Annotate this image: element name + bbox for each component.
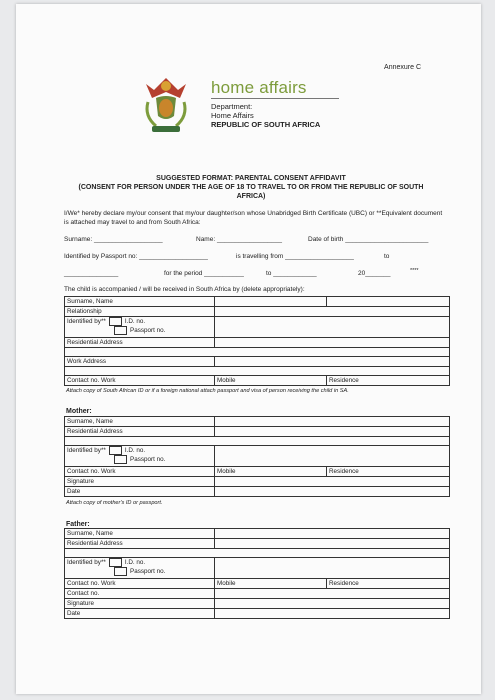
table-row <box>65 609 450 619</box>
travelling-from-field[interactable]: is travelling from ___________________ <box>236 253 354 260</box>
contact-work-label: Contact no. Work <box>65 376 215 386</box>
work-address-input-2[interactable] <box>65 367 450 376</box>
father-residential-input[interactable] <box>215 539 450 549</box>
table-row <box>65 338 450 348</box>
document-page <box>16 4 481 694</box>
passport-checkbox[interactable] <box>114 326 127 335</box>
table-row <box>65 467 450 477</box>
period-to-field[interactable]: to ____________ <box>266 270 317 277</box>
table-row <box>65 599 450 609</box>
mother-date-label: Date <box>65 487 215 497</box>
table-row <box>65 477 450 487</box>
id-checkbox[interactable] <box>109 317 122 326</box>
father-id-label: I.D. no. <box>124 559 146 566</box>
table-row <box>65 417 450 427</box>
mother-id-label: I.D. no. <box>124 447 146 454</box>
work-address-label: Work Address <box>65 357 215 367</box>
document-subtitle: (CONSENT FOR PERSON UNDER THE AGE OF 18 TO TRAVEL TO OR FROM THE REPUBLIC OF SOUTH <box>78 184 424 191</box>
father-identified-label: Identified by** <box>67 559 106 566</box>
passport-number-field[interactable]: Identified by Passport no: ___________________ <box>64 253 208 260</box>
relationship-input[interactable] <box>215 307 450 317</box>
table-row <box>65 589 450 599</box>
father-heading: Father: <box>66 521 90 528</box>
father-residential-label: Residential Address <box>65 539 215 549</box>
table-row <box>65 307 450 317</box>
surname-name-input[interactable] <box>215 297 327 307</box>
mother-passport-checkbox[interactable] <box>114 455 127 464</box>
table-row <box>65 539 450 549</box>
accompanying-person-table <box>64 296 450 386</box>
mother-identification-input[interactable] <box>215 446 450 467</box>
declaration-text: I/We* hereby declare my/our consent that my/our daughter/son whose Unabridged Birth Certificate (UBC) or **Equivalent document is attached may travel to and from South Africa: <box>64 210 443 226</box>
date-of-birth-field[interactable]: Date of birth _______________________ <box>308 236 429 243</box>
table-row <box>65 529 450 539</box>
coat-of-arms-logo <box>136 72 196 136</box>
mother-identified-label: Identified by** <box>67 447 106 454</box>
table-row <box>65 357 450 367</box>
father-table <box>64 528 450 619</box>
brand-underline <box>211 98 339 99</box>
mother-residential-input-2[interactable] <box>65 437 450 446</box>
father-surname-input[interactable] <box>215 529 450 539</box>
mother-signature-label: Signature <box>65 477 215 487</box>
identified-by-label: Identified by** <box>67 318 106 325</box>
department-block <box>211 102 320 129</box>
table-row <box>65 446 450 467</box>
father-residence-label: Residence <box>327 579 450 589</box>
father-surname-label: Surname, Name <box>65 529 215 539</box>
residential-address-input-2[interactable] <box>65 348 450 357</box>
table-row <box>65 348 450 357</box>
mother-mobile-label: Mobile <box>215 467 327 477</box>
surname-name-label: Surname, Name <box>65 297 215 307</box>
residence-label: Residence <box>327 376 450 386</box>
mother-surname-label: Surname, Name <box>65 417 215 427</box>
work-address-input[interactable] <box>215 357 450 367</box>
period-from-field[interactable]: for the period ___________ <box>164 270 244 277</box>
travelling-to-field[interactable]: _______________ <box>64 270 119 277</box>
department-label: Department: <box>211 102 253 111</box>
footnote-stars: **** <box>410 268 419 274</box>
surname-name-input-2[interactable] <box>327 297 450 307</box>
year-field[interactable]: 20_______ <box>358 270 391 277</box>
table-row <box>65 427 450 437</box>
mother-residential-input[interactable] <box>215 427 450 437</box>
father-passport-label: Passport no. <box>130 568 166 575</box>
father-signature-input[interactable] <box>215 599 450 609</box>
mother-signature-input[interactable] <box>215 477 450 487</box>
father-mobile-label: Mobile <box>215 579 327 589</box>
table-row <box>65 376 450 386</box>
table-row <box>65 317 450 338</box>
father-contact-no-label: Contact no. <box>65 589 215 599</box>
department-name: Home Affairs <box>211 111 254 120</box>
identification-input[interactable] <box>215 317 450 338</box>
father-date-label: Date <box>65 609 215 619</box>
mother-date-input[interactable] <box>215 487 450 497</box>
mother-heading: Mother: <box>66 408 92 415</box>
father-contact-label: Contact no. Work <box>65 579 215 589</box>
table-row <box>65 437 450 446</box>
residential-address-label: Residential Address <box>65 338 215 348</box>
mobile-label: Mobile <box>215 376 327 386</box>
mother-residential-label: Residential Address <box>65 427 215 437</box>
attachment-note: Attach copy of South African ID or if a foreign national attach passport and visa of person receiving the child in SA. <box>66 388 349 394</box>
accompanied-instruction: The child is accompanied / will be received in South Africa by (delete appropriately): <box>64 286 305 293</box>
id-no-label: I.D. no. <box>124 318 146 325</box>
brand-name: home affairs <box>211 78 307 97</box>
father-id-checkbox[interactable] <box>109 558 122 567</box>
mother-table <box>64 416 450 497</box>
surname-field[interactable]: Surname: ___________________ <box>64 236 163 243</box>
document-title: SUGGESTED FORMAT: PARENTAL CONSENT AFFIDAVIT <box>156 175 346 182</box>
father-date-input[interactable] <box>215 609 450 619</box>
mother-id-checkbox[interactable] <box>109 446 122 455</box>
table-row <box>65 549 450 558</box>
father-identification-input[interactable] <box>215 558 450 579</box>
mother-residence-label: Residence <box>327 467 450 477</box>
table-row <box>65 579 450 589</box>
mother-attachment-note: Attach copy of mother's ID or passport. <box>66 500 163 506</box>
table-row <box>65 487 450 497</box>
mother-surname-input[interactable] <box>215 417 450 427</box>
identified-by-cell <box>65 317 215 338</box>
mother-passport-label: Passport no. <box>130 456 166 463</box>
country-name: REPUBLIC OF SOUTH AFRICA <box>211 120 321 129</box>
travelling-to-label: to <box>384 253 390 260</box>
table-row <box>65 297 450 307</box>
table-row <box>65 558 450 579</box>
relationship-label: Relationship <box>65 307 215 317</box>
annexure-label: Annexure C <box>384 64 421 71</box>
father-residential-input-2[interactable] <box>65 549 450 558</box>
father-identified-cell <box>65 558 215 579</box>
father-signature-label: Signature <box>65 599 215 609</box>
passport-no-label: Passport no. <box>130 327 166 334</box>
father-contact-no-input[interactable] <box>215 589 450 599</box>
mother-contact-label: Contact no. Work <box>65 467 215 477</box>
document-subtitle-end: AFRICA) <box>236 193 266 200</box>
father-passport-checkbox[interactable] <box>114 567 127 576</box>
table-row <box>65 367 450 376</box>
name-field[interactable]: Name: __________________ <box>196 236 283 243</box>
residential-address-input[interactable] <box>215 338 450 348</box>
mother-identified-cell <box>65 446 215 467</box>
